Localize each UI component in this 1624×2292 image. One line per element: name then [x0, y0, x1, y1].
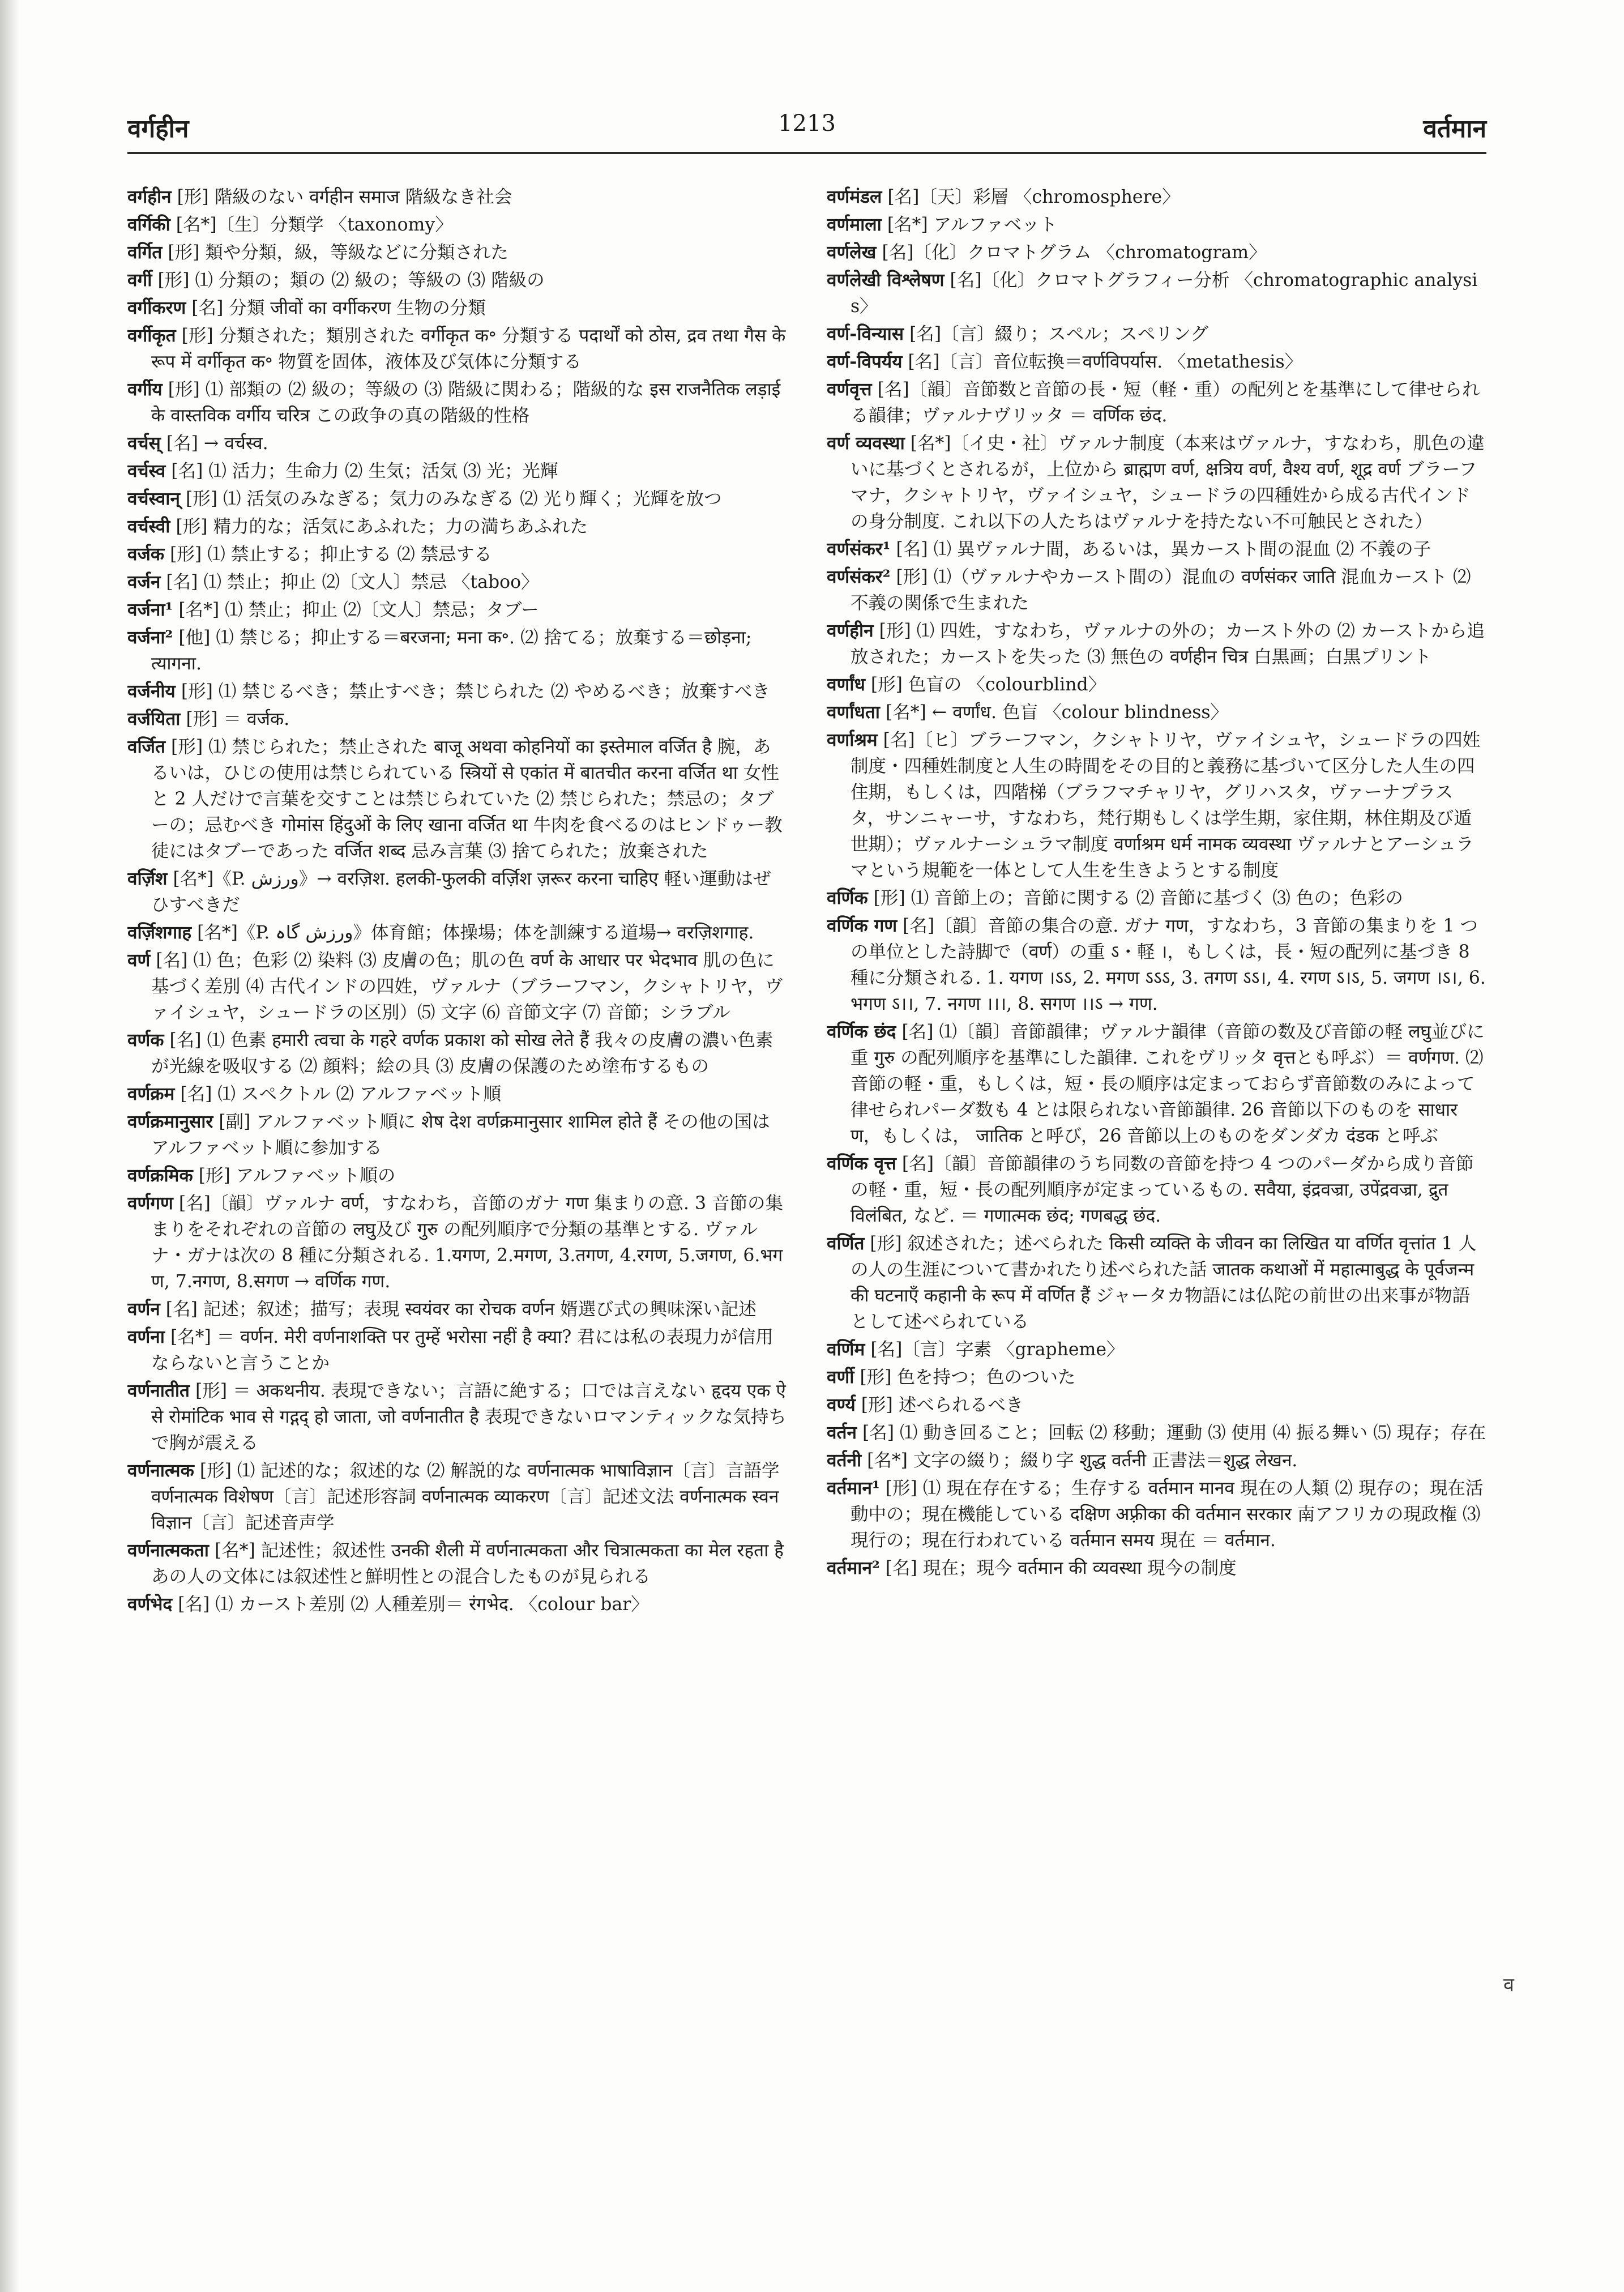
dictionary-entry: [827, 321, 1486, 347]
dictionary-entry: [127, 569, 787, 595]
dictionary-entry: [827, 430, 1486, 535]
definition: [名*]《P. ورزش گاہ》体育館；体操場；体を訓練する道場→ वरज़िशगाह.: [197, 923, 754, 943]
dictionary-entry: [827, 727, 1486, 883]
headword: वर्तनी: [827, 1450, 862, 1471]
definition: [名*]〔イ史・社〕ヴァルナ制度（本来はヴァルナ，すなわち，肌色の違いに基づくとされるが，上位から ब्राह्मण वर्ण, क्षत्रिय वर्ण, वैश्य वर्ण, शूद्र वर्ण ブラーフマナ，クシャトリヤ，ヴァイシュヤ，シュードラの四種姓から成る古代インドの身分制度. これ以下の人たちはヴァルナを持たない不可触民とされた）: [851, 433, 1485, 532]
definition: [名]〔言〕音位転換＝वर्णविपर्यास. 〈metathesis〉: [908, 352, 1303, 372]
dictionary-entry: [127, 920, 787, 946]
headword: वर्जना¹: [127, 599, 173, 620]
dictionary-entry: [827, 699, 1486, 725]
headword: वर्णसंकर¹: [827, 539, 891, 560]
definition: [名*]〔生〕分類学 〈taxonomy〉: [176, 215, 453, 235]
headword: वर्णहीन: [827, 620, 874, 641]
definition: [名]〔化〕クロマトグラフィー分析 〈chromatographic analysis〉: [851, 270, 1478, 317]
headword: वर्ण-विपर्यय: [827, 351, 903, 372]
definition: [他] ⑴ 禁じる；抑止する＝बरजना; मना क॰. ⑵ 捨てる；放棄する＝छोड़ना; त्यागना.: [151, 628, 752, 674]
definition: [名] ⑴ 色；色彩 ⑵ 染料 ⑶ 皮膚の色；肌の色 वर्ण के आधार पर भेदभाव 肌の色に基づく差別 ⑷ 古代インドの四姓，ヴァルナ（ブラーフマン，クシャトリヤ，ヴァイシュヤ，シュードラの区別）⑸ 文字 ⑹ 音節文字 ⑺ 音節；シラブル: [151, 950, 783, 1023]
headword: वर्णाश्रम: [827, 729, 878, 750]
dictionary-entry: [127, 597, 787, 623]
dictionary-entry: [827, 1151, 1486, 1229]
dictionary-entry: [827, 1364, 1486, 1390]
definition: [名*] 文字の綴り；綴り字 शुद्ध वर्तनी 正書法＝शुद्ध लेखन.: [867, 1450, 1298, 1471]
guide-word-left: वर्गहीन: [127, 114, 189, 143]
definition: [形] ⑴ 部類の ⑵ 級の；等級の ⑶ 階級に関わる；階級的な इस राजनैतिक लड़ाई के वास्तविक वर्गीय चरित्र この政争の真の階級的性格: [151, 379, 781, 426]
dictionary-entry: [127, 625, 787, 677]
definition: [形] 色盲の 〈colourblind〉: [870, 675, 1106, 695]
definition: [名*] アルファベット: [887, 215, 1058, 235]
definition: [名]〔化〕クロマトグラム 〈chromatogram〉: [882, 242, 1267, 263]
dictionary-entry: [827, 564, 1486, 616]
guide-word-right: वर्तमान: [1423, 114, 1486, 143]
dictionary-entry: [127, 734, 787, 864]
headword: वर्ण: [127, 950, 151, 971]
headword: वर्णांध: [827, 674, 865, 695]
dictionary-entry: [827, 1231, 1486, 1335]
definition: [名] 記述；叙述；描写；表現 स्वयंवर का रोचक वर्णन 婿選び式の興味深い記述: [165, 1299, 757, 1320]
dictionary-entry: [827, 1420, 1486, 1446]
definition: [形] 述べられるべき: [861, 1395, 1024, 1415]
dictionary-entry: [127, 458, 787, 484]
scan-edge-shadow: [0, 0, 19, 2292]
headword: वर्णनात्मकता: [127, 1540, 209, 1561]
dictionary-entry: [827, 1555, 1486, 1581]
dictionary-entry: [127, 706, 787, 732]
headword: वर्णिम: [827, 1339, 865, 1360]
headword: वर्णना: [127, 1326, 165, 1347]
header-rule: [127, 152, 1486, 154]
headword: वर्णक: [127, 1030, 164, 1051]
dictionary-entry: [827, 1392, 1486, 1418]
dictionary-entry: [827, 349, 1486, 375]
headword: वर्गहीन: [127, 186, 172, 207]
dictionary-entry: [127, 866, 787, 918]
definition: [名] 分類 जीवों का वर्गीकरण 生物の分類: [191, 298, 486, 318]
dictionary-entry: [827, 1019, 1486, 1149]
dictionary-entry: [827, 536, 1486, 562]
definition: [形] 分類された；類別された वर्गीकृत क॰ 分類する पदार्थों को ठोस, द्रव तथा गैस के रूप में वर्गीकृत क॰ 物質を固体，液体及び気体に分類する: [151, 326, 786, 372]
headword: वर्गी: [127, 270, 152, 291]
headword: वर्ज़िशगाह: [127, 922, 192, 943]
definition: [形] ⑴ 分類の；類の ⑵ 級の；等級の ⑶ 階級の: [157, 270, 545, 291]
headword: वर्गिकी: [127, 214, 170, 235]
definition: [名*] ← वर्णांध. 色盲 〈colour blindness〉: [885, 702, 1229, 723]
headword: वर्णभेद: [127, 1594, 173, 1615]
definition: [名]〔韻〕音節数と音節の長・短（軽・重）の配列とを基準にして律せられる韻律；ヴァルナヴリッタ ＝ वर्णिक छंद.: [851, 379, 1480, 426]
definition: [形] ⑴ 禁止する；抑止する ⑵ 禁忌する: [170, 544, 492, 565]
headword: वर्चस्: [127, 433, 161, 454]
dictionary-entry: [827, 618, 1486, 670]
headword: वर्ण्य: [827, 1394, 856, 1415]
definition: [名*] 記述性；叙述性 उनकी शैली में वर्णनात्मकता और चित्रात्मकता का मेल रहता है あの人の文体には叙述性と鮮明性との混合したものが見られる: [151, 1540, 784, 1587]
definition: [名] → वर्चस्व.: [166, 433, 268, 454]
definition: [名*] ＝ वर्णन. मेरी वर्णनाशक्ति पर तुम्हें भरोसा नहीं है क्या? 君には私の表現力が信用ならないと言うことか: [151, 1327, 773, 1373]
definition: [名] 現在；現今 वर्तमान की व्यवस्था 現今の制度: [885, 1558, 1237, 1578]
headword: वर्णगण: [127, 1193, 173, 1214]
definition: [名]〔言〕字素 〈grapheme〉: [870, 1339, 1125, 1360]
headword: वर्जन: [127, 571, 161, 592]
headword: वर्जनीय: [127, 681, 176, 702]
headword: वर्णक्रमिक: [127, 1165, 193, 1186]
dictionary-entry: [827, 240, 1486, 266]
dictionary-entry: [127, 1027, 787, 1079]
headword: वर्णवृत्त: [827, 379, 872, 400]
definition: [形] 叙述された；述べられた किसी व्यक्ति के जीवन का लिखित या वर्णित वृत्तांत 1 人の人の生涯について書かれたり述べられた話 जातक कथाओं में महात्माबुद्ध के पूर्वजन्म की घटनाएँ कहानी के रूप में वर्णित हैं ジャータカ物語には仏陀の前世の出来事が物語として述べられている: [851, 1234, 1477, 1332]
dictionary-entry: [827, 672, 1486, 698]
dictionary-entry: [127, 1296, 787, 1322]
dictionary-entry: [827, 885, 1486, 911]
headword: वर्णमाला: [827, 214, 882, 235]
definition: [名]〔韻〕ヴァルナ वर्ण，すなわち，音節のガナ गण 集まりの意. 3 音節の集まりをそれぞれの音節の लघु及び गुरु の配列順序で分類の基準とする. ヴァルナ・ガナは次の 8 種に分類される. 1.यगण, 2.मगण, 3.तगण, 4.रगण, 5.जगण, 6.भगण, 7.नगण, 8.सगण → वर्णिक गण.: [151, 1193, 784, 1292]
dictionary-entry: [127, 1109, 787, 1161]
dictionary-entry: [127, 541, 787, 567]
page-number: 1213: [778, 110, 836, 136]
dictionary-entry: [127, 1591, 787, 1617]
definition: [形] ⑴ 活気のみなぎる；気力のみなぎる ⑵ 光り輝く；光輝を放つ: [185, 489, 722, 509]
right-column: [827, 184, 1486, 2223]
headword: वर्ण-विन्यास: [827, 323, 904, 344]
headword: वर्तमान¹: [827, 1478, 880, 1499]
headword: वर्णी: [827, 1367, 854, 1388]
dictionary-entry: [127, 1163, 787, 1189]
definition: [形] ⑴ 音節上の；音節に関する ⑵ 音節に基づく ⑶ 色の；色彩の: [873, 888, 1403, 908]
headword: वर्तन: [827, 1422, 857, 1443]
headword: वर्णनात्मक: [127, 1460, 194, 1481]
definition: [名]〔韻〕音節の集合の意. ガナ गण，すなわち，3 音節の集まりを 1 つの単位とした詩脚で（वर्ण）の重 ऽ・軽 ।，もしくは，長・短の配列に基づき 8 種に分類される. 1. यगण ।ऽऽ, 2. मगण ऽऽऽ, 3. तगण ऽऽ।, 4. रगण ऽ।ऽ, 5. जगण ।ऽ।, 6. भगण ऽ।।, 7. नगण ।।।, 8. सगण ।।ऽ → गण.: [851, 916, 1486, 1014]
headword: वर्णक्रमानुसार: [127, 1111, 213, 1132]
dictionary-entry: [827, 1448, 1486, 1474]
dictionary-entry: [127, 678, 787, 705]
headword: वर्णमंडल: [827, 186, 882, 207]
dictionary-entry: [827, 212, 1486, 238]
definition: [名]〔韻〕音節韻律のうち同数の音節を持つ 4 つのパーダから成り音節の軽・重，短・長の配列順序が定まっているもの. सवैया, इंद्रवज्रा, उपेंद्रवज्रा, द्रुतविलंबित, など. ＝ गणात्मक छंद; गणबद्ध छंद.: [851, 1154, 1474, 1226]
definition: [形] ⑴ 四姓，すなわち，ヴァルナの外の；カースト外の ⑵ カーストから追放された；カーストを失った ⑶ 無色の वर्णहीन चित्र 白黒画；白黒プリント: [851, 621, 1485, 667]
headword: वर्चस्व: [127, 460, 166, 481]
definition: [名]〔言〕綴り；スペル；スペリング: [909, 324, 1209, 344]
dictionary-entry: [827, 913, 1486, 1017]
headword: वर्चस्वी: [127, 516, 170, 537]
headword: वर्जयिता: [127, 708, 181, 729]
dictionary-entry: [127, 1324, 787, 1376]
headword: वर्णिक गण: [827, 915, 898, 936]
headword: वर्णिक: [827, 887, 868, 908]
dictionary-entry: [127, 295, 787, 321]
headword: वर्णलेखी विश्लेषण: [827, 270, 945, 291]
definition: [名*]《P. ورزش》→ वरज़िश. हलकी-फुलकी वर्ज़िश ज़रूर करना चाहिए 軽い運動はぜひすべきだ: [151, 869, 771, 915]
headword: वर्गीकरण: [127, 297, 186, 318]
definition: [名*] ⑴ 禁止；抑止 ⑵〔文人〕禁忌；タブー: [178, 600, 539, 620]
definition: [形] ⑴ 現在存在する；生存する वर्तमान मानव 現在の人類 ⑵ 現存の；現在活動中の；現在機能している दक्षिण अफ़्रीका की वर्तमान सरकार 南アフリカの現政権 ⑶ 現行の；現在行われている वर्तमान समय 現在 ＝ वर्तमान.: [851, 1478, 1484, 1551]
headword: वर्णिक वृत्त: [827, 1153, 896, 1174]
headword: वर्णनातीत: [127, 1380, 190, 1401]
dictionary-entry: [827, 184, 1486, 210]
definition: [形] ⑴（ヴァルナやカースト間の）混血の वर्णसंकर जाति 混血カースト ⑵ 不義の関係で生まれた: [851, 567, 1471, 613]
dictionary-entry: [127, 486, 787, 512]
left-column: [127, 184, 787, 2223]
definition: [形] 類や分類，級，等級などに分類された: [168, 242, 508, 263]
headword: वर्णिक छंद: [827, 1021, 896, 1042]
definition: [名] ⑴ 動き回ること；回転 ⑵ 移動；運動 ⑶ 使用 ⑷ 振る舞い ⑸ 現存；存在: [862, 1423, 1486, 1443]
dictionary-entry: [127, 1458, 787, 1536]
headword: वर्णलेख: [827, 242, 877, 263]
definition: [名] ⑴ 活力；生命力 ⑵ 生気；活気 ⑶ 光；光輝: [171, 461, 558, 481]
headword: वर्णांधता: [827, 702, 880, 723]
dictionary-entry: [127, 1081, 787, 1107]
definition: [形] アルファベット順の: [198, 1166, 396, 1186]
dictionary-entry: [827, 377, 1486, 429]
headword: वर्जक: [127, 544, 165, 565]
dictionary-entry: [127, 323, 787, 375]
headword: वर्णित: [827, 1233, 865, 1254]
dictionary-entry: [127, 377, 787, 429]
definition: [形] 精力的な；活気にあふれた；力の満ちあふれた: [176, 517, 588, 537]
headword: वर्णक्रम: [127, 1083, 175, 1104]
headword: वर्गीकृत: [127, 325, 176, 346]
definition: [形] ＝ वर्जक.: [186, 709, 290, 729]
definition: [名] ⑴ スペクトル ⑵ アルファベット順: [180, 1084, 502, 1104]
dictionary-entry: [127, 514, 787, 540]
dictionary-entry: [827, 267, 1486, 319]
margin-index-mark: व: [1503, 1974, 1514, 1996]
definition: [副] アルファベット順に शेष देश वर्णक्रमानुसार शामिल होते हैं その他の国はアルファベット順に参加する: [151, 1112, 770, 1158]
dictionary-entry: [127, 267, 787, 293]
dictionary-entry: [127, 1538, 787, 1590]
headword: वर्णसंकर²: [827, 566, 891, 587]
dictionary-entry: [127, 184, 787, 210]
headword: वर्ज़िश: [127, 868, 168, 889]
definition: [名] ⑴ 異ヴァルナ間，あるいは，異カースト間の混血 ⑵ 不義の子: [896, 539, 1431, 560]
definition: [形] 階級のない वर्गहीन समाज 階級なき社会: [177, 187, 512, 207]
definition: [名] ⑴ 色素 हमारी त्वचा के गहरे वर्णक प्रकाश को सोख लेते हैं 我々の皮膚の濃い色素が光線を吸収する ⑵ 顔料；絵の具 ⑶ 皮膚の保護のため塗布するもの: [151, 1030, 773, 1077]
dictionary-entry: [127, 212, 787, 238]
definition: [形] 色を持つ；色のついた: [860, 1367, 1076, 1388]
definition: [名]〔天〕彩層 〈chromosphere〉: [887, 187, 1180, 207]
headword: वर्गीय: [127, 379, 163, 400]
definition: [名] ⑴〔韻〕音節韻律；ヴァルナ韻律（音節の数及び音節の軽 लघु並びに重 गुरु の配列順序を基準にした韻律. これをヴリッタ वृत्तとも呼ぶ）＝ वर्णगण. ⑵ 音節の軽・重，もしくは，短・長の順序は定まっておらず音節数のみによって律せられパーダ数も 4 とは限られない音節韻律. 26 音節以下のものを साधारण，もしくは， जातिक と呼び，26 音節以上のものをダンダカ दंडक と呼ぶ: [851, 1022, 1485, 1146]
headword: वर्णन: [127, 1299, 160, 1320]
headword: वर्गित: [127, 242, 163, 263]
dictionary-entry: [127, 430, 787, 456]
headword: वर्जित: [127, 736, 166, 757]
headword: वर्ण व्यवस्था: [827, 433, 905, 454]
headword: वर्चस्वान्: [127, 488, 180, 509]
dictionary-entry: [127, 240, 787, 266]
dictionary-entry: [827, 1337, 1486, 1363]
dictionary-entry: [827, 1475, 1486, 1553]
dictionary-entry: [127, 1190, 787, 1295]
page-header: [127, 110, 1486, 150]
dictionary-entry: [127, 1378, 787, 1456]
definition: [形] ⑴ 禁じるべき；禁止すべき；禁じられた ⑵ やめるべき；放棄すべき: [181, 681, 770, 702]
dictionary-entry: [127, 947, 787, 1026]
definition: [名]〔ヒ〕ブラーフマン，クシャトリヤ，ヴァイシュヤ，シュードラの四姓制度・四種姓制度と人生の時間をその目的と義務に基づいて区分した人生の四住期，もしくは，四階梯（ブラフマチャリヤ，グリハスタ，ヴァーナプラスタ，サンニャーサ，すなわち，梵行期もしくは学生期，家住期，林住期及び遁世期）；ヴァルナーシュラマ制度 वर्णाश्रम धर्म नामक व्यवस्था ヴァルナとアーシュラマという規範を一体として人生を生きようとする制度: [851, 730, 1481, 881]
definition: [形] ⑴ 記述的な；叙述的な ⑵ 解説的な वर्णनात्मक भाषाविज्ञान〔言〕言語学 वर्णनात्मक विशेषण〔言〕記述形容詞 वर्णनात्मक व्याकरण〔言〕記述文法 वर्णनात्मक स्वनविज्ञान〔言〕記述音声学: [151, 1461, 780, 1533]
definition: [形] ＝ अकथनीय. 表現できない；言語に絶する；口では言えない हृदय एक ऐसे रोमांटिक भाव से गद्गद् हो जाता, जो वर्णनातीत है 表現できないロマンティックな気持ちで胸が震える: [151, 1381, 787, 1453]
headword: वर्जना²: [127, 627, 173, 648]
definition: [名] ⑴ カースト差別 ⑵ 人種差別＝ रंगभेद. 〈colour bar〉: [178, 1594, 649, 1615]
definition: [形] ⑴ 禁じられた；禁止された बाजू अथवा कोहनियों का इस्तेमाल वर्जित है 腕，あるいは，ひじの使用は禁じられている स्त्रियों से एकांत में बातचीत करना वर्जित था 女性と 2 人だけで言葉を交すことは禁じられていた ⑵ 禁じられた；禁忌の；タブーの；忌むべき गोमांस हिंदुओं के लिए खाना वर्जित था 牛肉を食べるのはヒンドゥー教徒にはタブーであった वर्जित शब्द 忌み言葉 ⑶ 捨てられた；放棄された: [151, 737, 783, 861]
definition: [名] ⑴ 禁止；抑止 ⑵〔文人〕禁忌 〈taboo〉: [166, 572, 539, 592]
headword: वर्तमान²: [827, 1557, 880, 1578]
